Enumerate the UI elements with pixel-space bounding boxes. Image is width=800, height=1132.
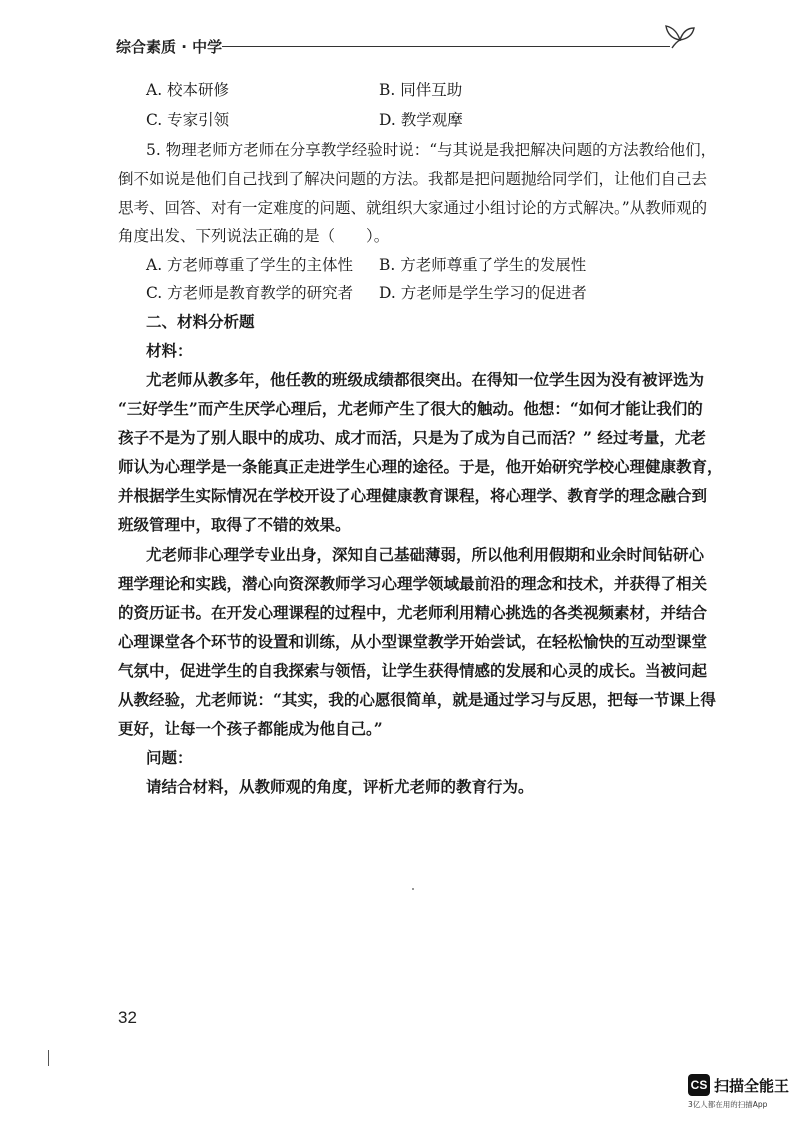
page-edge-mark — [48, 1050, 49, 1066]
q5-line-1: 5. 物理老师方老师在分享教学经验时说：“与其说是我把解决问题的方法教给他们， — [146, 141, 717, 159]
q5-line-3: 思考、回答、对有一定难度的问题、就组织大家通过小组讨论的方式解决。”从教师观的 — [118, 199, 708, 217]
header-title: 综合素质 · 中学 — [116, 38, 223, 56]
para1-line-1: 尤老师从教多年，他任教的班级成绩都很突出。在得知一位学生因为没有被评选为 — [146, 370, 705, 389]
header-rule — [222, 46, 670, 47]
page-number: 32 — [118, 1008, 137, 1027]
watermark-tagline: 3亿人都在用的扫描App — [688, 1100, 768, 1109]
material-label: 材料： — [146, 341, 193, 360]
para2-line-4: 心理课堂各个环节的设置和训练，从小型课堂教学开始尝试，在轻松愉快的互动型课堂 — [118, 632, 708, 651]
para2-line-1: 尤老师非心理学专业出身，深知自己基础薄弱，所以他利用假期和业余时间钻研心 — [146, 545, 705, 564]
para1-line-3: 孩子不是为了别人眼中的成功、成才而活，只是为了成为自己而活？” 经过考量，尤老 — [118, 428, 706, 447]
watermark-name: 扫描全能王 — [714, 1077, 790, 1095]
q5-line-4: 角度出发、下列说法正确的是（ ）。 — [118, 227, 390, 245]
section-heading: 二、材料分析题 — [146, 312, 255, 331]
scan-speck — [412, 888, 414, 890]
para1-line-6: 班级管理中，取得了不错的效果。 — [118, 515, 351, 534]
para2-line-5: 气氛中，促进学生的自我探索与领悟，让学生获得情感的发展和心灵的成长。当被问起 — [118, 661, 708, 680]
cs-logo-icon: CS — [688, 1074, 710, 1096]
para2-line-2: 理学理论和实践，潜心向资深教师学习心理学领域最前沿的理念和技术，并获得了相关 — [118, 574, 708, 593]
q4-option-c: C. 专家引领 — [146, 111, 230, 129]
q5-option-a: A. 方老师尊重了学生的主体性 — [146, 256, 354, 274]
para1-line-5: 并根据学生实际情况在学校开设了心理健康教育课程，将心理学、教育学的理念融合到 — [118, 486, 708, 505]
q4-option-b: B. 同伴互助 — [379, 81, 463, 99]
scanner-watermark — [688, 1074, 788, 1114]
q5-line-2: 倒不如说是他们自己找到了解决问题的方法。我都是把问题抛给同学们，让他们自己去 — [118, 170, 708, 188]
q5-option-c: C. 方老师是教育教学的研究者 — [146, 284, 354, 302]
q5-option-b: B. 方老师尊重了学生的发展性 — [379, 256, 587, 274]
para2-line-7: 更好，让每一个孩子都能成为他自己。” — [118, 719, 383, 738]
para2-line-3: 的资历证书。在开发心理课程的过程中，尤老师利用精心挑选的各类视频素材，并结合 — [118, 603, 708, 622]
question-text: 请结合材料，从教师观的角度，评析尤老师的教育行为。 — [146, 777, 534, 796]
sprout-icon — [662, 20, 698, 52]
para2-line-6: 从教经验，尤老师说：“其实，我的心愿很简单，就是通过学习与反思，把每一节课上得 — [118, 690, 716, 709]
q4-option-a: A. 校本研修 — [146, 81, 230, 99]
question-label: 问题： — [146, 748, 193, 767]
para1-line-4: 师认为心理学是一条能真正走进学生心理的途径。于是，他开始研究学校心理健康教育， — [118, 457, 723, 476]
para1-line-2: “三好学生”而产生厌学心理后，尤老师产生了很大的触动。他想：“如何才能让我们的 — [118, 399, 703, 418]
q4-option-d: D. 教学观摩 — [379, 111, 463, 129]
q5-option-d: D. 方老师是学生学习的促进者 — [379, 284, 587, 302]
